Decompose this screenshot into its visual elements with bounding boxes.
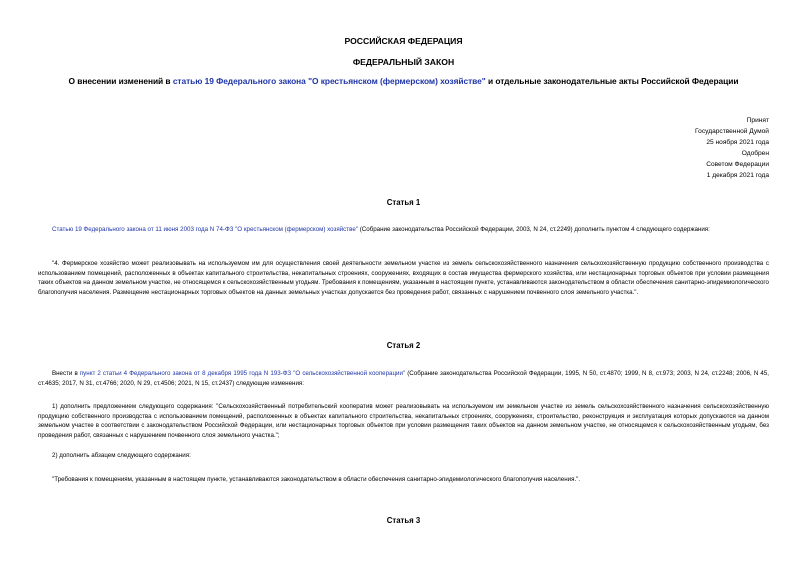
article-2-intro-link[interactable]: пункт 2 статьи 4 Федерального закона от 8 декабря 1995 года N 193-ФЗ "О сельскохозяйственной кооперации" [79, 370, 406, 377]
document-title-suffix: и отдельные законодательные акты Российской Федерации [485, 76, 739, 86]
document-header-country: РОССИЙСКАЯ ФЕДЕРАЦИЯ [344, 36, 463, 46]
article-2-intro-prefix: Внести в [52, 370, 80, 377]
adoption-line: Государственной Думой [695, 128, 769, 135]
article-1-quote: "4. Фермерское хозяйство может реализовывать на используемом им для осуществления своей деятельности земельном участке из земель сельскохозяйственного назначения сельскохозяйственную продукцию собственного производства с использованием помещений, расположенных в объектах капитального строительства, некапитальных строениях, сооружениях, входящих в состав имущества фермерского хозяйства, или нестационарных торговых объектов при условии размещения таких объектов на данном земельном участке, не относящемся к сельскохозяйственным угодьям. Требования к помещениям, указанным в настоящем пункте, устанавливаются законодательством в области обеспечения санитарно-эпидемиологического благополучия населения. Размещение нестационарных торговых объектов на данных земельных участках допускается без проведения работ, связанных с нарушением почвенного слоя земельного участка.". [38, 260, 769, 296]
document-title [38, 76, 769, 86]
article-3-title: Статья 3 [386, 516, 421, 525]
adoption-block [695, 115, 769, 181]
article-2-item-1: 1) дополнить предложением следующего содержания: "Сельскохозяйственный потребительский кооператив может реализовывать на используемом им земельном участке из земель сельскохозяйственного назначения сельскохозяйственную продукцию собственного производства с использованием помещений, расположенных в объектах капитального строительства, некапитальных строениях, сооружениях, строительство, реконструкция и эксплуатация которых допускаются на данном земельном участке в соответствии с законодательством Российской Федерации, или нестационарных торговых объектов при условии размещения таких объектов на данном земельном участке, не относящемся к сельскохозяйственным угодьям, без проведения работ, связанных с нарушением почвенного слоя земельного участка."; [38, 403, 769, 439]
article-2-quote: "Требования к помещениям, указанным в настоящем пункте, устанавливаются законодательством в области обеспечения санитарно-эпидемиологического благополучия населения.". [52, 476, 581, 483]
article-1-intro-text: (Собрание законодательства Российской Федерации, 2003, N 24, ст.2249) дополнить пунктом 4 следующего содержания: [357, 226, 710, 233]
adoption-line: 25 ноября 2021 года [706, 139, 769, 146]
adoption-line: Советом Федерации [706, 161, 769, 168]
article-2-intro-text: (Собрание законодательства Российской Федерации, 1995, N 50, ст.4870; 1999, N 8, ст.973; 2003, N 24, ст.2248; 2006, N 45, ст.4635; 2017, N 31, ст.4766; 2020, N 29, ст.4506; 2021, N 15, ст.2437) следующие изменения: [38, 370, 769, 387]
adoption-line: Одобрен [741, 150, 769, 157]
document-title-link[interactable]: статью 19 Федерального закона "О крестьянском (фермерском) хозяйстве" [172, 76, 486, 86]
article-1-intro-link[interactable]: Статью 19 Федерального закона от 11 июня 2003 года N 74-ФЗ "О крестьянском (фермерском) хозяйстве" [52, 226, 358, 233]
document-title-prefix: О внесении изменений в [68, 76, 173, 86]
article-2-intro [38, 369, 769, 388]
document-page [38, 0, 769, 571]
article-2-title: Статья 2 [386, 341, 421, 350]
article-2-item-2: 2) дополнить абзацем следующего содержания: [52, 452, 191, 459]
adoption-line: 1 декабря 2021 года [706, 172, 769, 179]
article-1-title: Статья 1 [386, 198, 421, 207]
adoption-line: Принят [746, 117, 769, 124]
document-header-law-type: ФЕДЕРАЛЬНЫЙ ЗАКОН [352, 57, 455, 67]
article-1-intro [38, 225, 769, 235]
